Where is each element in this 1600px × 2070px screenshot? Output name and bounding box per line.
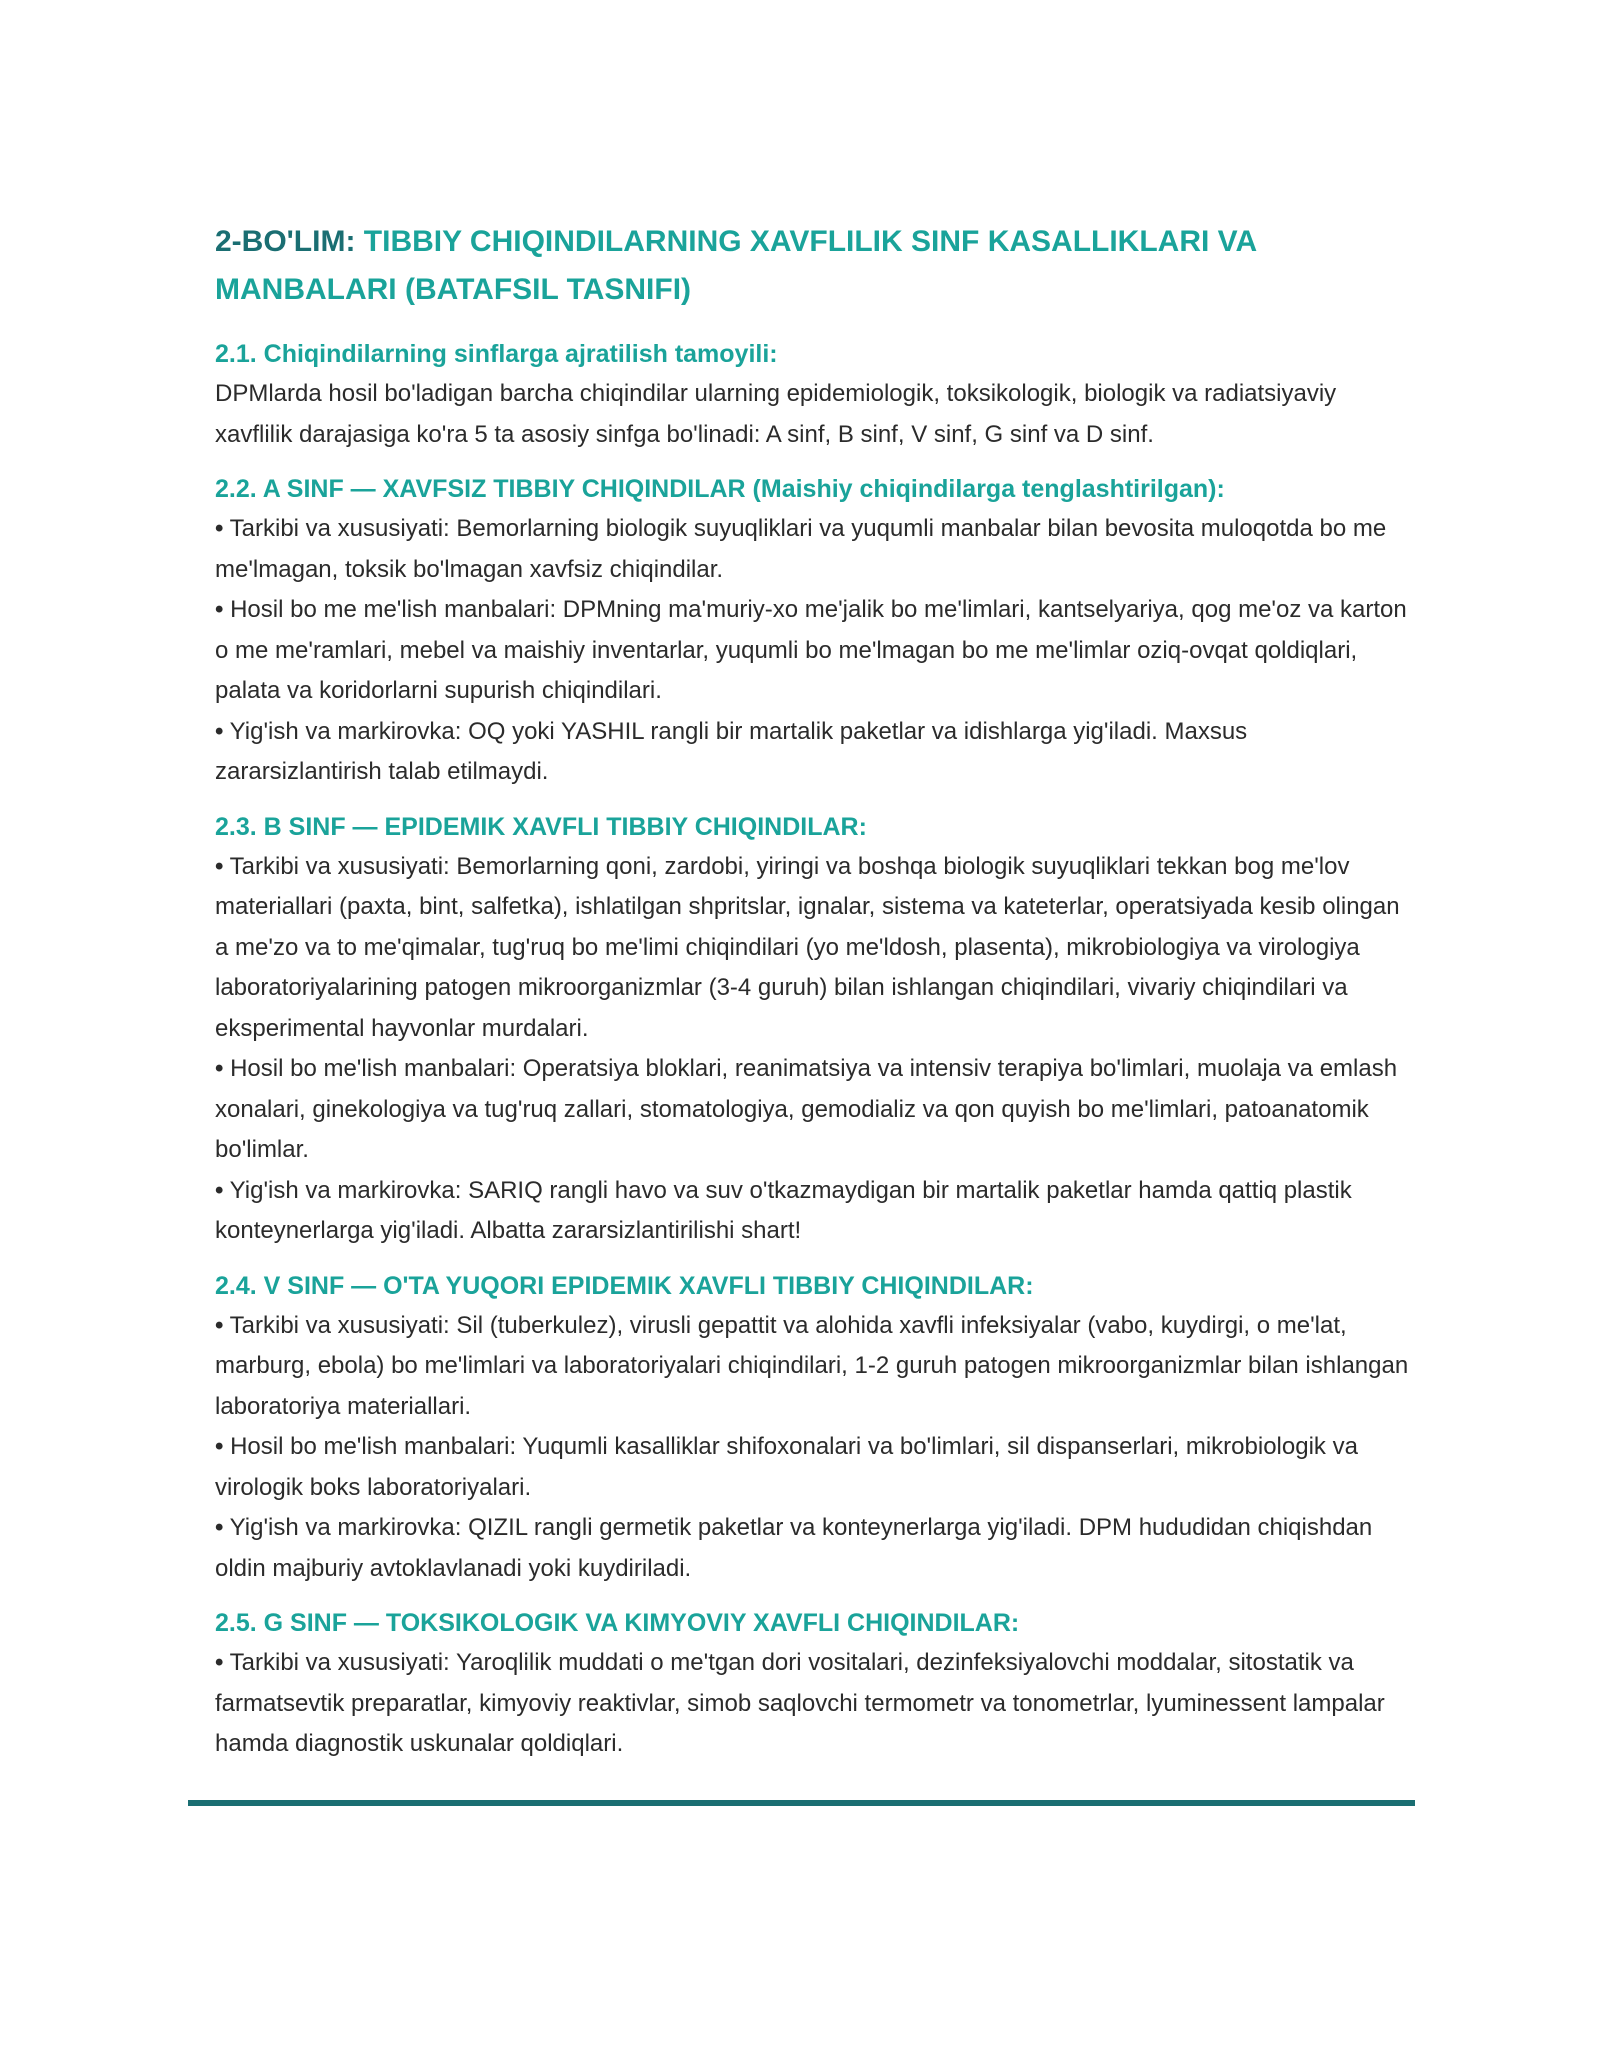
bullet-item bbox=[215, 1643, 1415, 1765]
subsection-2-3 bbox=[215, 807, 1415, 1252]
bullet-icon: • bbox=[215, 1055, 224, 1082]
bullet-item bbox=[215, 712, 1415, 793]
subsection-heading: 2.3. B SINF — EPIDEMIK XAVFLI TIBBIY CHIQINDILAR: bbox=[215, 812, 867, 841]
bullet-item bbox=[215, 1171, 1415, 1252]
bullet-text: Yig'ish va markirovka: QIZIL rangli germetik paketlar va konteynerlarga yig'iladi. DPM hududidan chiqishdan oldin majburiy avtoklavlanadi yoki kuydiriladi. bbox=[215, 1514, 1373, 1582]
section-title-prefix: 2-BO'LIM: bbox=[215, 225, 356, 258]
bullet-item bbox=[215, 1508, 1415, 1589]
bullet-text: Tarkibi va xususiyati: Bemorlarning biologik suyuqliklari va yuqumli manbalar bilan bevosita muloqotda bo me me'lmagan, toksik bo'lmagan xavfsiz chiqindilar. bbox=[215, 515, 1387, 583]
bullet-text: Tarkibi va xususiyati: Sil (tuberkulez), virusli gepattit va alohida xavfli infeksiyalar (vabo, kuydirgi, o me'lat, marburg, ebola) bo me'limlari va laboratoriyalari chiqindilari, 1-2 guruh patogen mikroorganizmlar bilan ishlangan laboratoriya materiallari. bbox=[215, 1311, 1409, 1420]
bullet-icon: • bbox=[215, 596, 224, 623]
section-title-text: TIBBIY CHIQINDILARNING XAVFLILIK SINF KASALLIKLARI VA MANBALARI (BATAFSIL TASNIFI) bbox=[215, 225, 1257, 306]
bottom-divider bbox=[188, 1800, 1415, 1806]
bullet-icon: • bbox=[215, 1649, 224, 1676]
subsection-heading: 2.1. Chiqindilarning sinflarga ajratilish tamoyili: bbox=[215, 340, 778, 368]
bullet-item bbox=[215, 590, 1415, 712]
bullet-icon: • bbox=[215, 717, 224, 745]
bullet-text: Hosil bo me'lish manbalari: Operatsiya bloklari, reanimatsiya va intensiv terapiya bo'limlari, muolaja va emlash xonalari, ginekologiya va tug'ruq zallari, stomatologiya, gemodializ va qon quyish bo me'limlari, patoanatomik bo'limlar. bbox=[215, 1055, 1398, 1163]
bullet-text: Hosil bo me'lish manbalari: Yuqumli kasalliklar shifoxonalari va bo'limlari, sil dispanserlari, mikrobiologik va virologik boks laboratoriyalari. bbox=[215, 1433, 1358, 1501]
bullet-text: Yig'ish va markirovka: SARIQ rangli havo va suv o'tkazmaydigan bir martalik paketlar hamda qattiq plastik konteynerlarga yig'iladi. Albatta zararsizlantirilishi shart! bbox=[215, 1176, 1352, 1244]
subsection-2-5 bbox=[215, 1603, 1415, 1765]
bullet-item bbox=[215, 1306, 1415, 1428]
subsection-heading: 2.4. V SINF — O'TA YUQORI EPIDEMIK XAVFLI TIBBIY CHIQINDILAR: bbox=[215, 1271, 1034, 1300]
bullet-icon: • bbox=[215, 1176, 224, 1204]
subsection-heading: 2.2. A SINF — XAVFSIZ TIBBIY CHIQINDILAR (Maishiy chiqindilarga tenglashtirilgan): bbox=[215, 475, 1225, 503]
bullet-item bbox=[215, 847, 1415, 1050]
bullet-icon: • bbox=[215, 1514, 224, 1541]
bullet-text: Hosil bo me me'lish manbalari: DPMning ma'muriy-xo me'jalik bo me'limlari, kantselyariya, qog me'oz va karton o me me'ramlari, mebel va maishiy inventarlar, yuqumli bo me'lmagan bo me me'limlar oziq-ovqat qoldiqlari, palata va koridorlarni supurish chiqindilari. bbox=[215, 596, 1407, 704]
subsection-heading: 2.5. G SINF — TOKSIKOLOGIK VA KIMYOVIY XAVFLI CHIQINDILAR: bbox=[215, 1609, 1020, 1637]
bullet-text: Tarkibi va xususiyati: Yaroqlilik muddati o me'tgan dori vositalari, dezinfeksiyalovchi moddalar, sitostatik va farmatsevtik preparatlar, kimyoviy reaktivlar, simob saqlovchi termometr va tonometrlar, lyuminessent lampalar hamda diagnostik uskunalar qoldiqlari. bbox=[215, 1649, 1385, 1757]
subsection-2-2 bbox=[215, 469, 1415, 793]
bullet-icon: • bbox=[215, 852, 224, 880]
bullet-icon: • bbox=[215, 1311, 224, 1339]
bullet-icon: • bbox=[215, 1433, 224, 1460]
bullet-text: Tarkibi va xususiyati: Bemorlarning qoni, zardobi, yiringi va boshqa biologik suyuqliklari tekkan bog me'lov materiallari (paxta, bint, salfetka), ishlatilgan shpritslar, ignalar, sistema va kateterlar, operatsiyada kesib olingan a me'zo va to me'qimalar, tug'ruq bo me'limi chiqindilari (yo me'ldosh, plasenta), mikrobiologiya va virologiya laboratoriyalarining patogen mikroorganizmlar (3-4 guruh) bilan ishlangan chiqindilari, vivariy chiqindilari va eksperimental hayvonlar murdalari. bbox=[215, 852, 1400, 1042]
bullet-item bbox=[215, 509, 1415, 590]
subsection-2-4 bbox=[215, 1266, 1415, 1590]
bullet-item bbox=[215, 1049, 1415, 1171]
bullet-item bbox=[215, 1427, 1415, 1508]
bullet-text: Yig'ish va markirovka: OQ yoki YASHIL rangli bir martalik paketlar va idishlarga yig'iladi. Maxsus zararsizlantirish talab etilmaydi. bbox=[215, 717, 1248, 785]
subsection-2-1 bbox=[215, 334, 1415, 455]
document-page bbox=[215, 218, 1415, 1779]
subsection-paragraph: DPMlarda hosil bo'ladigan barcha chiqindilar ularning epidemiologik, toksikologik, biologik va radiatsiyaviy xavflilik darajasiga ko'ra 5 ta asosiy sinfga bo'linadi: A sinf, B sinf, V sinf, G sinf va D sinf. bbox=[215, 380, 1337, 448]
bullet-icon: • bbox=[215, 515, 224, 542]
section-title bbox=[215, 218, 1415, 314]
